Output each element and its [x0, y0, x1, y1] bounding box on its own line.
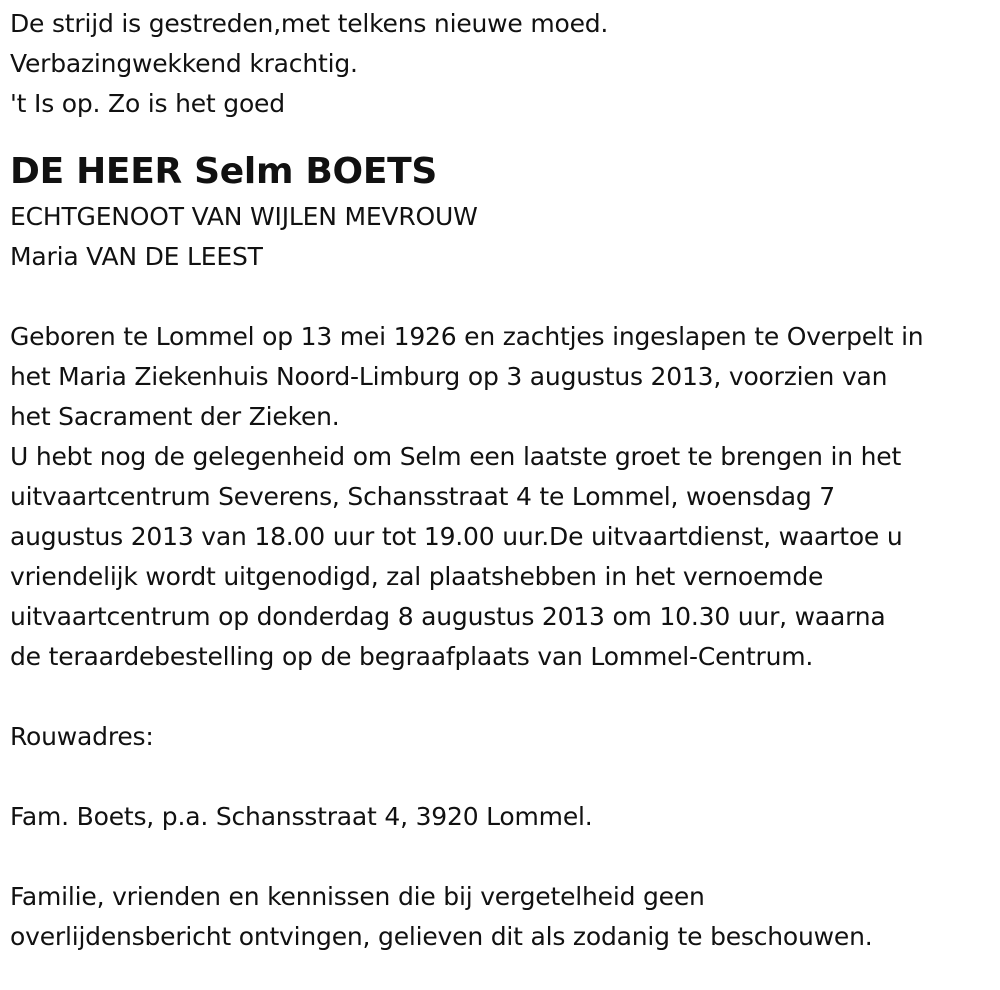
body-line: uitvaartcentrum Severens, Schansstraat 4 te Lommel, woensdag 7	[10, 482, 835, 511]
body-line: de teraardebestelling op de begraafplaats van Lommel-Centrum.	[10, 642, 814, 671]
obituary-document	[10, 4, 995, 957]
poem	[10, 4, 995, 124]
address-label: Rouwadres:	[10, 722, 154, 751]
spacer	[10, 277, 995, 317]
body-line: vriendelijk wordt uitgenodigd, zal plaatshebben in het vernoemde	[10, 562, 824, 591]
body-line: augustus 2013 van 18.00 uur tot 19.00 uur.De uitvaartdienst, waartoe u	[10, 522, 903, 551]
spouse-info	[10, 197, 995, 277]
body-line: U hebt nog de gelegenheid om Selm een laatste groet te brengen in het	[10, 442, 902, 471]
mourning-address: Fam. Boets, p.a. Schansstraat 4, 3920 Lommel.	[10, 802, 593, 831]
spacer	[10, 837, 995, 877]
body-line: Geboren te Lommel op 13 mei 1926 en zachtjes ingeslapen te Overpelt in	[10, 322, 924, 351]
poem-line: Verbazingwekkend krachtig.	[10, 49, 358, 78]
spouse-line: Maria VAN DE LEEST	[10, 242, 263, 271]
body-line: het Maria Ziekenhuis Noord-Limburg op 3 augustus 2013, voorzien van	[10, 362, 888, 391]
spacer	[10, 757, 995, 797]
closing-note	[10, 877, 995, 957]
spouse-line: ECHTGENOOT VAN WIJLEN MEVROUW	[10, 202, 478, 231]
poem-line: 't Is op. Zo is het goed	[10, 89, 285, 118]
poem-line: De strijd is gestreden,met telkens nieuwe moed.	[10, 9, 609, 38]
body-line: het Sacrament der Zieken.	[10, 402, 340, 431]
spacer	[10, 677, 995, 717]
closing-line: Familie, vrienden en kennissen die bij vergetelheid geen	[10, 882, 705, 911]
body-paragraph	[10, 317, 995, 677]
body-line: uitvaartcentrum op donderdag 8 augustus 2013 om 10.30 uur, waarna	[10, 602, 886, 631]
closing-line: overlijdensbericht ontvingen, gelieven dit als zodanig te beschouwen.	[10, 922, 873, 951]
deceased-name-heading: DE HEER Selm BOETS	[10, 151, 438, 192]
